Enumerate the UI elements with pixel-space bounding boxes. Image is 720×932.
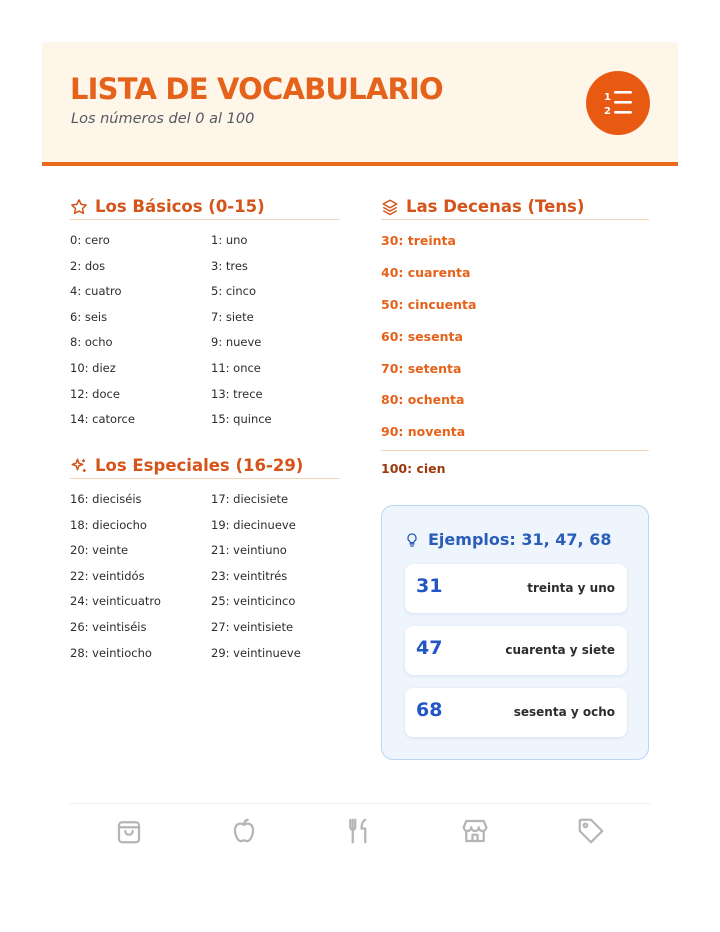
divider <box>381 219 649 220</box>
utensils-icon <box>344 816 374 846</box>
list-item: 27: veintisiete <box>211 619 294 634</box>
basics-list <box>70 232 340 437</box>
example-text: sesenta y ocho <box>513 705 615 719</box>
example-card <box>405 626 627 675</box>
list-item: 28: veintiocho <box>70 645 152 660</box>
divider <box>381 450 649 451</box>
list-item: 25: veinticinco <box>211 594 296 609</box>
example-number: 68 <box>416 699 443 721</box>
list-item: 1: uno <box>211 233 248 247</box>
examples-title: Ejemplos: 31, 47, 68 <box>428 530 612 549</box>
list-item: 14: catorce <box>70 412 135 427</box>
list-item: 8: ocho <box>70 335 113 350</box>
section-specials-heading <box>70 456 303 475</box>
list-item: 23: veintitrés <box>211 568 288 583</box>
tens-item: 40: cuarenta <box>381 264 471 280</box>
tens-item: 50: cincuenta <box>381 296 477 312</box>
section-specials-title: Los Especiales (16-29) <box>95 456 304 475</box>
tens-item: 80: ochenta <box>381 392 465 408</box>
section-tens-title: Las Decenas (Tens) <box>406 197 585 216</box>
list-item: 22: veintidós <box>70 568 145 583</box>
list-item: 13: trece <box>211 386 263 401</box>
lightbulb-icon <box>404 531 420 549</box>
hundred-item: 100: cien <box>381 461 446 476</box>
list-item: 0: cero <box>70 233 110 247</box>
section-basics-heading <box>70 197 265 216</box>
header-banner <box>42 42 678 166</box>
example-card <box>405 564 627 613</box>
specials-list <box>70 491 340 670</box>
examples-box <box>381 505 649 760</box>
section-tens-heading <box>381 197 584 216</box>
section-basics-title: Los Básicos (0-15) <box>95 197 265 216</box>
example-card <box>405 688 627 737</box>
list-item: 11: once <box>211 360 261 375</box>
list-item: 5: cinco <box>211 284 257 299</box>
example-number: 31 <box>416 575 443 597</box>
divider <box>70 219 340 220</box>
list-item: 26: veintiséis <box>70 619 147 634</box>
layers-icon <box>381 198 399 216</box>
example-text: cuarenta y siete <box>505 643 615 657</box>
list-item: 6: seis <box>70 309 108 324</box>
list-item: 2: dos <box>70 258 106 273</box>
list-item: 4: cuatro <box>70 284 122 299</box>
svg-text:1: 1 <box>604 92 611 103</box>
list-item: 9: nueve <box>211 335 262 350</box>
example-number: 47 <box>416 637 443 659</box>
list-item: 24: veinticuatro <box>70 594 161 609</box>
store-icon <box>460 816 490 846</box>
tens-item: 70: setenta <box>381 360 462 376</box>
footer-divider <box>70 803 650 804</box>
list-item: 15: quince <box>211 412 272 427</box>
star-icon <box>70 198 88 216</box>
list-item: 17: diecisiete <box>211 492 289 506</box>
tens-item: 90: noventa <box>381 424 466 440</box>
svg-text:2: 2 <box>604 106 611 117</box>
list-item: 20: veinte <box>70 543 129 558</box>
sparkles-icon <box>70 457 88 475</box>
tens-list <box>381 232 649 455</box>
tens-item: 60: sesenta <box>381 328 463 344</box>
example-text: treinta y uno <box>527 581 615 595</box>
list-item: 16: dieciséis <box>70 492 142 506</box>
divider <box>70 478 340 479</box>
numbered-list-icon <box>586 71 650 135</box>
list-item: 12: doce <box>70 386 120 401</box>
list-item: 7: siete <box>211 309 254 324</box>
list-item: 18: dieciocho <box>70 517 147 532</box>
tens-item: 30: treinta <box>381 233 456 248</box>
page-title: LISTA DE VOCABULARIO <box>70 72 443 106</box>
list-item: 10: diez <box>70 360 116 375</box>
list-item: 19: diecinueve <box>211 517 296 532</box>
page-subtitle: Los números del 0 al 100 <box>71 111 255 127</box>
list-item: 3: tres <box>211 258 248 273</box>
examples-heading <box>404 530 611 549</box>
shopping-bag-icon <box>114 816 144 846</box>
list-item: 21: veintiuno <box>211 543 287 558</box>
list-item: 29: veintinueve <box>211 645 301 660</box>
apple-icon <box>229 816 259 846</box>
tag-icon <box>576 816 606 846</box>
footer-icon-bar <box>70 816 650 850</box>
